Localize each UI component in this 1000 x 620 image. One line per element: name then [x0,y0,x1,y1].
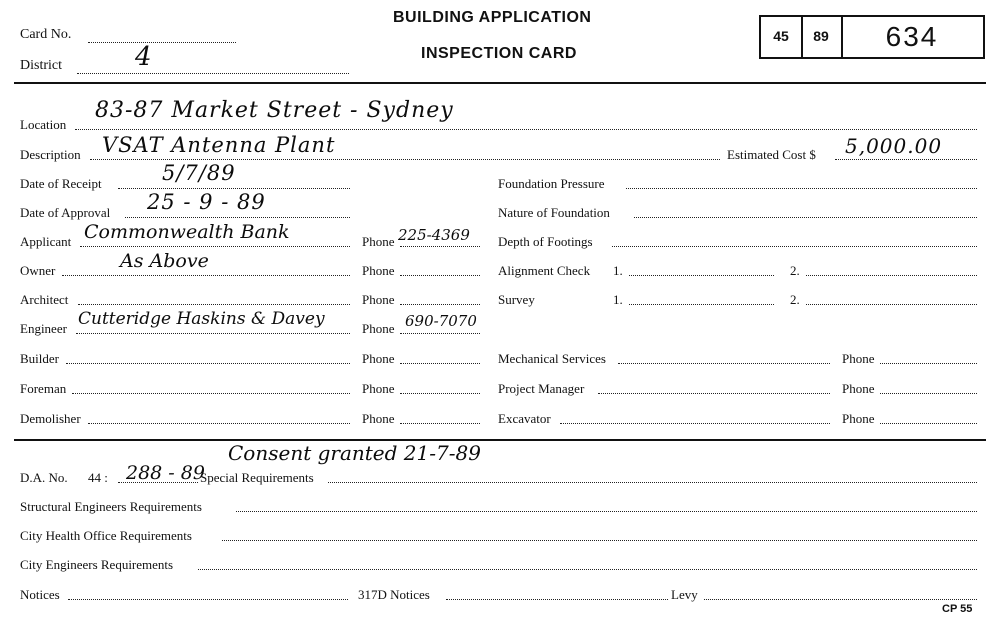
notices-317d-label: 317D Notices [358,587,430,602]
builder-phone-label: Phone [362,351,395,366]
card-number-box [759,15,985,59]
applicant-value: Commonwealth Bank [84,221,290,243]
number-box-main: 634 [885,21,939,52]
builder-field[interactable] [66,363,350,364]
estimated-cost-value: 5,000.00 [845,134,943,158]
survey-2-label: 2. [790,292,800,307]
engineer-phone-label: Phone [362,321,395,336]
estimated-cost-field[interactable] [835,159,977,160]
alignment-2-field[interactable] [806,275,977,276]
alignment-check-label: Alignment Check [498,263,591,278]
architect-label: Architect [20,292,69,307]
mechanical-phone-field[interactable] [880,363,977,364]
special-requirements-field[interactable] [328,482,977,483]
survey-2-field[interactable] [806,304,977,305]
engineer-field[interactable] [76,333,350,334]
form-code: CP 55 [942,603,973,615]
description-label: Description [20,147,81,162]
health-field[interactable] [222,540,977,541]
owner-label: Owner [20,263,56,278]
mechanical-label: Mechanical Services [498,351,606,366]
notices-field[interactable] [68,599,348,600]
foundation-pressure-label: Foundation Pressure [498,176,605,191]
owner-phone-field[interactable] [400,275,480,276]
engineer-phone-field[interactable] [400,333,480,334]
date-approval-field[interactable] [125,217,350,218]
alignment-1-label: 1. [613,263,623,278]
applicant-phone-value: 225-4369 [398,226,470,244]
project-manager-phone-label: Phone [842,381,875,396]
depth-footings-field[interactable] [612,246,977,247]
location-field[interactable] [75,129,977,130]
levy-field[interactable] [704,599,977,600]
foundation-pressure-field[interactable] [626,188,977,189]
date-receipt-field[interactable] [118,188,350,189]
foreman-phone-label: Phone [362,381,395,396]
owner-value: As Above [120,250,209,272]
builder-phone-field[interactable] [400,363,480,364]
depth-footings-label: Depth of Footings [498,234,593,249]
title-line-2: INSPECTION CARD [421,45,577,62]
builder-label: Builder [20,351,59,366]
foreman-phone-field[interactable] [400,393,480,394]
demolisher-label: Demolisher [20,411,81,426]
da-no-label: D.A. No. [20,470,68,485]
owner-field[interactable] [62,275,350,276]
foreman-label: Foreman [20,381,67,396]
date-approval-label: Date of Approval [20,205,111,220]
district-value: 4 [135,42,153,72]
owner-phone-label: Phone [362,263,395,278]
applicant-phone-field[interactable] [400,246,480,247]
district-field[interactable] [77,73,349,74]
city-engineers-label: City Engineers Requirements [20,557,174,572]
applicant-field[interactable] [80,246,350,247]
special-requirements-label: Special Requirements [200,470,314,485]
section-divider [14,439,986,441]
alignment-2-label: 2. [790,263,800,278]
district-label: District [20,58,62,73]
header-divider [14,82,986,84]
project-manager-phone-field[interactable] [880,393,977,394]
da-prefix: 44 : [88,470,108,485]
structural-field[interactable] [236,511,977,512]
project-manager-field[interactable] [598,393,830,394]
excavator-phone-field[interactable] [880,423,977,424]
card-no-label: Card No. [20,27,72,42]
survey-1-label: 1. [613,292,623,307]
engineer-label: Engineer [20,321,67,336]
architect-phone-label: Phone [362,292,395,307]
mechanical-field[interactable] [618,363,830,364]
demolisher-phone-field[interactable] [400,423,480,424]
engineer-value: Cutteridge Haskins & Davey [78,309,325,329]
location-label: Location [20,117,67,132]
applicant-phone-label: Phone [362,234,395,249]
engineer-phone-value: 690-7070 [405,312,477,330]
card-no-field[interactable] [88,42,236,43]
project-manager-label: Project Manager [498,381,585,396]
health-label: City Health Office Requirements [20,528,192,543]
demolisher-field[interactable] [88,423,350,424]
applicant-label: Applicant [20,234,72,249]
special-requirements-value: Consent granted 21-7-89 [228,441,481,465]
architect-phone-field[interactable] [400,304,480,305]
excavator-label: Excavator [498,411,551,426]
alignment-1-field[interactable] [629,275,774,276]
mechanical-phone-label: Phone [842,351,875,366]
date-approval-value: 25 - 9 - 89 [147,190,266,214]
date-receipt-label: Date of Receipt [20,176,102,191]
structural-label: Structural Engineers Requirements [20,499,202,514]
demolisher-phone-label: Phone [362,411,395,426]
excavator-field[interactable] [560,423,830,424]
estimated-cost-label: Estimated Cost $ [727,147,816,162]
description-field[interactable] [90,159,720,160]
location-value: 83-87 Market Street - Sydney [95,98,454,123]
levy-label: Levy [671,587,698,602]
da-no-value: 288 - 89 [126,462,205,484]
architect-field[interactable] [78,304,350,305]
notices-317d-field[interactable] [446,599,668,600]
survey-1-field[interactable] [629,304,774,305]
nature-foundation-label: Nature of Foundation [498,205,610,220]
description-value: VSAT Antenna Plant [102,133,336,157]
city-engineers-field[interactable] [198,569,977,570]
number-box-b: 89 [813,28,829,44]
number-box-a: 45 [773,28,789,44]
nature-foundation-field[interactable] [634,217,977,218]
excavator-phone-label: Phone [842,411,875,426]
survey-label: Survey [498,292,535,307]
notices-label: Notices [20,587,60,602]
foreman-field[interactable] [72,393,350,394]
title-line-1: BUILDING APPLICATION [393,9,592,26]
date-receipt-value: 5/7/89 [162,161,236,185]
